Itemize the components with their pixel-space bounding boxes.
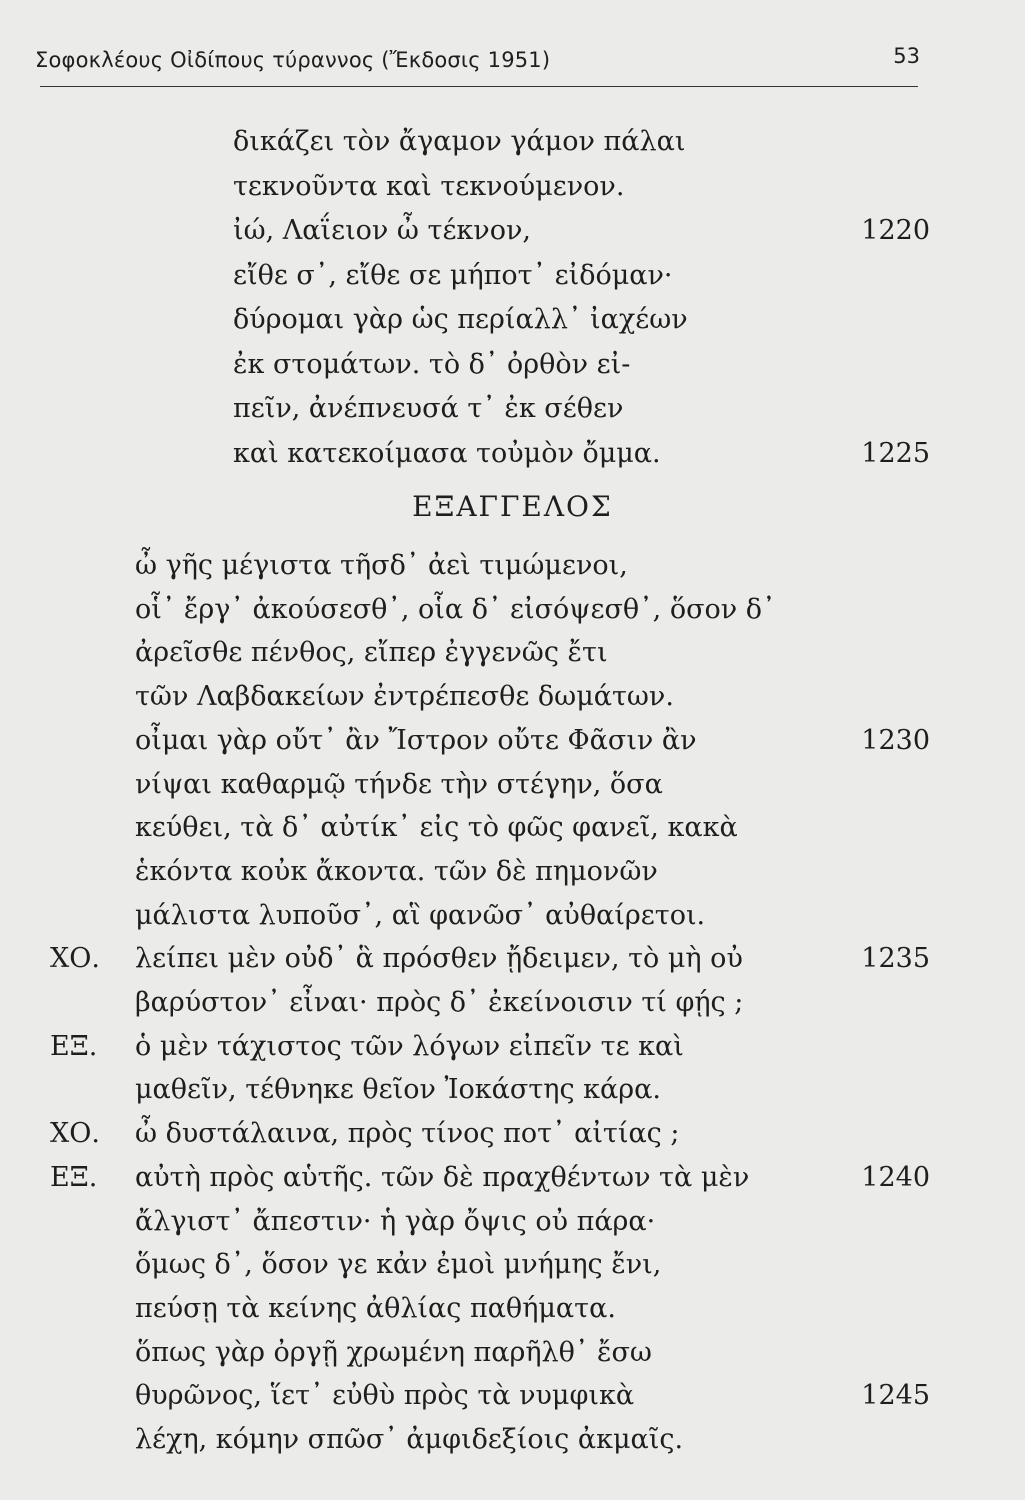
verse-text: μάλιστα λυποῦσ᾽, αἳ φανῶσ᾽ αὐθαίρετοι. xyxy=(135,899,706,931)
verse-text: βαρύστον᾽ εἶναι· πρὸς δ᾽ ἐκείνοισιν τί φῄς ; xyxy=(135,987,744,1018)
verse-text: εἴθε σ᾽, εἴθε σε μήποτ᾽ εἰδόμαν· xyxy=(233,259,673,291)
speaker-label: ΕΞ. xyxy=(50,1030,98,1062)
verse-text: ἰώ, Λαΐειον ὦ τέκνον, xyxy=(233,215,531,246)
verse-text: λέχη, κόμην σπῶσ᾽ ἀμφιδεξίοις ἀκμαῖς. xyxy=(135,1424,684,1455)
speaker-label: ΧΟ. xyxy=(50,1118,100,1150)
verse-text: αὐτὴ πρὸς αὑτῆς. τῶν δὲ πραχθέντων τὰ μὲν xyxy=(135,1161,750,1193)
verse-text: πεύσῃ τὰ κείνης ἀθλίας παθήματα. xyxy=(135,1292,616,1324)
verse-text: ὦ γῆς μέγιστα τῆσδ᾽ ἀεὶ τιμώμενοι, xyxy=(135,550,628,581)
line-number: 1240 xyxy=(861,1161,930,1193)
verse-text: νίψαι καθαρμῷ τήνδε τὴν στέγην, ὅσα xyxy=(135,768,663,800)
verse-text: θυρῶνος, ἵετ᾽ εὐθὺ πρὸς τὰ νυμφικὰ xyxy=(135,1380,635,1412)
verse-text: ὁ μὲν τάχιστος τῶν λόγων εἰπεῖν τε καὶ xyxy=(135,1030,684,1062)
header-divider xyxy=(40,86,918,87)
verse-text: λείπει μὲν οὐδ᾽ ἃ πρόσθεν ᾔδειμεν, τὸ μὴ οὐ xyxy=(135,943,743,975)
verse-text: μαθεῖν, τέθνηκε θεῖον Ἰοκάστης κάρα. xyxy=(135,1074,661,1106)
page-header xyxy=(35,40,920,80)
verse-text: ἀρεῖσθε πένθος, εἴπερ ἐγγενῶς ἔτι xyxy=(135,637,608,669)
verse-text: ἐκ στομάτων. τὸ δ᾽ ὀρθὸν εἰ- xyxy=(233,348,631,380)
page-number: 53 xyxy=(893,44,920,68)
verse-text: οἶμαι γὰρ οὔτ᾽ ἂν Ἴστρον οὔτε Φᾶσιν ἂν xyxy=(135,724,697,756)
verse-text: ὅμως δ᾽, ὅσον γε κἀν ἐμοὶ μνήμης ἔνι, xyxy=(135,1249,662,1281)
line-number: 1235 xyxy=(861,943,930,975)
line-number: 1245 xyxy=(861,1380,930,1412)
verse-text: ἄλγιστ᾽ ἄπεστιν· ἡ γὰρ ὄψις οὐ πάρα· xyxy=(135,1205,656,1237)
verse-text: κεύθει, τὰ δ᾽ αὐτίκ᾽ εἰς τὸ φῶς φανεῖ, κακὰ xyxy=(135,812,738,844)
verse-text: δύρομαι γὰρ ὡς περίαλλ᾽ ἰαχέων xyxy=(233,304,688,335)
running-title: Σοφοκλέους Οἰδίπους τύραννος (Ἔκδοσις 1951) xyxy=(35,48,551,72)
line-number: 1220 xyxy=(861,215,930,246)
speaker-label: ΕΞ. xyxy=(50,1161,98,1193)
verse-text: ὅπως γὰρ ὀργῇ χρωμένη παρῆλθ᾽ ἔσω xyxy=(135,1336,652,1368)
verse-text: δικάζει τὸν ἄγαμον γάμον πάλαι xyxy=(233,126,686,157)
verse-text: οἷ᾽ ἔργ᾽ ἀκούσεσθ᾽, οἷα δ᾽ εἰσόψεσθ᾽, ὅσον δ᾽ xyxy=(135,593,776,625)
verse-text: τεκνοῦντα καὶ τεκνούμενον. xyxy=(233,170,625,202)
verse-text: ἑκόντα κοὐκ ἄκοντα. τῶν δὲ πημονῶν xyxy=(135,855,658,887)
verse-text: τῶν Λαβδακείων ἐντρέπεσθε δωμάτων. xyxy=(135,681,674,713)
verse-text: ὦ δυστάλαινα, πρὸς τίνος ποτ᾽ αἰτίας ; xyxy=(135,1118,680,1150)
speaker-heading: ΕΞΑΓΓΕΛΟΣ xyxy=(412,490,613,523)
verse-text: καὶ κατεκοίμασα τοὐμὸν ὄμμα. xyxy=(233,437,661,469)
speaker-label: ΧΟ. xyxy=(50,943,100,975)
line-number: 1230 xyxy=(861,724,930,756)
line-number: 1225 xyxy=(861,437,930,469)
verse-text: πεῖν, ἀνέπνευσά τ᾽ ἐκ σέθεν xyxy=(233,393,624,424)
